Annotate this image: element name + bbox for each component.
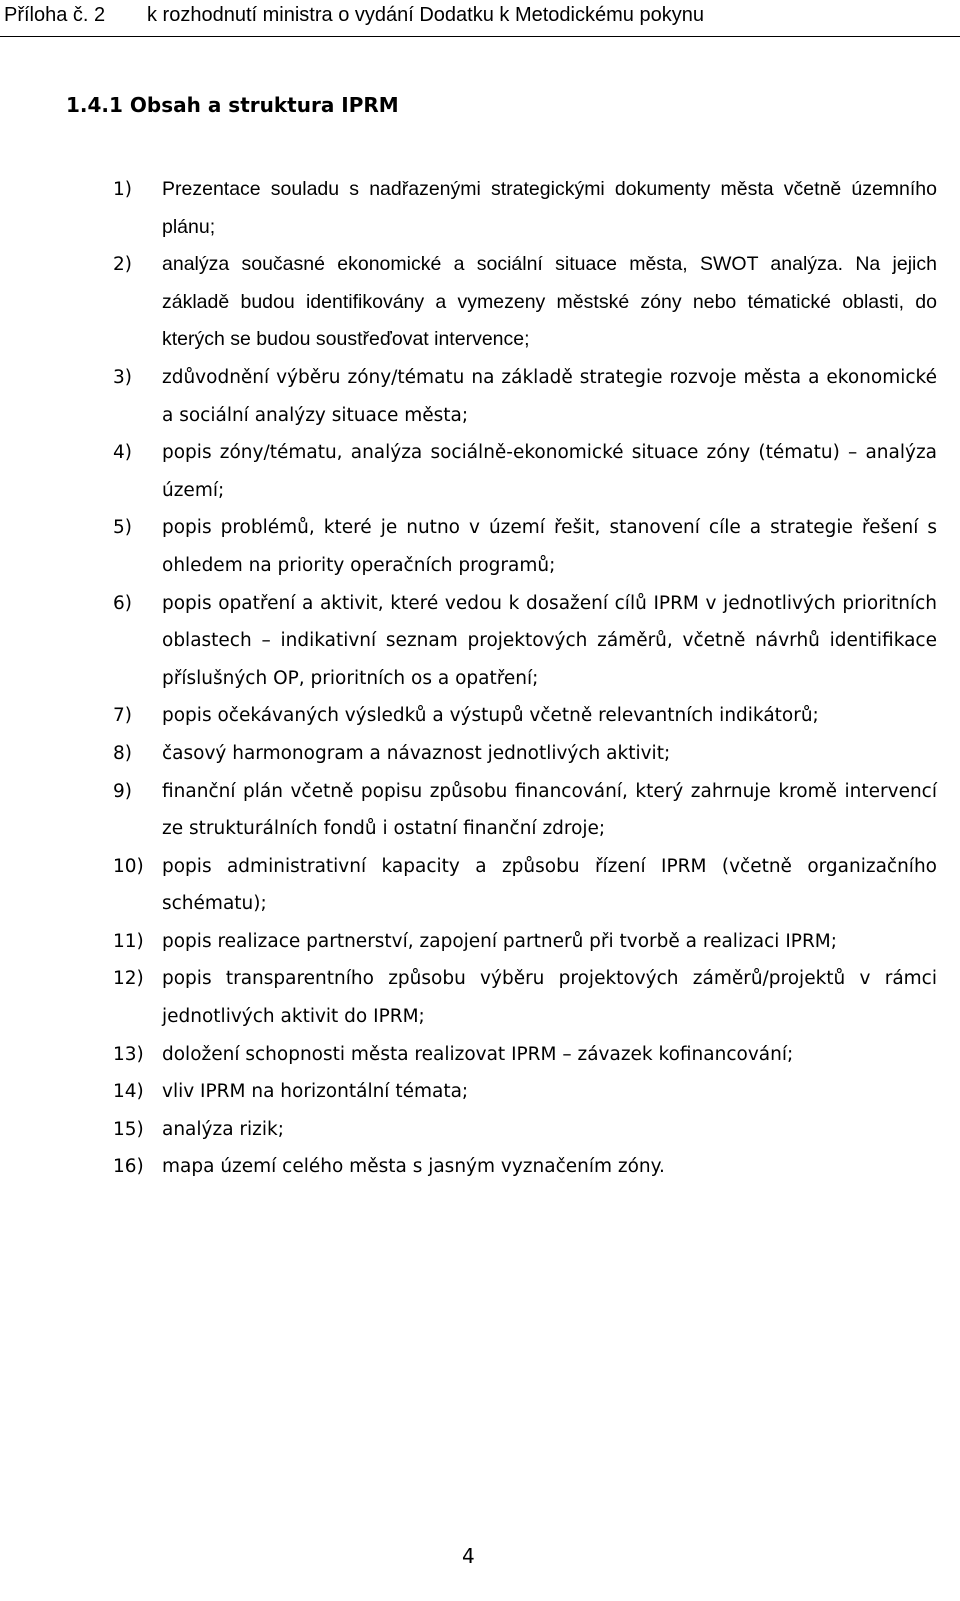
header-subject: k rozhodnutí ministra o vydání Dodatku k Metodickému pokynu xyxy=(147,4,704,26)
list-item-text: popis opatření a aktivit, které vedou k dosažení cílů IPRM v jednotlivých prioritních oblastech – indikativní seznam projektových záměrů, včetně návrhů identifikace příslušných OP, prioritních os a opatření; xyxy=(162,592,937,689)
list-item-text: finanční plán včetně popisu způsobu financování, který zahrnuje kromě intervencí ze strukturálních fondů i ostatní finanční zdroje; xyxy=(162,780,937,840)
list-item xyxy=(0,171,960,246)
list-item-number: 6) xyxy=(113,592,132,614)
content-list xyxy=(0,171,960,1186)
list-item-number: 8) xyxy=(113,742,132,764)
list-item xyxy=(0,697,960,735)
list-item xyxy=(0,773,960,848)
list-item-number: 15) xyxy=(113,1118,144,1140)
list-item-text: zdůvodnění výběru zóny/tématu na základě strategie rozvoje města a ekonomické a sociální analýzy situace města; xyxy=(162,366,937,426)
list-item xyxy=(0,359,960,434)
header-attachment-label: Příloha č. 2 xyxy=(4,4,106,26)
list-item-number: 4) xyxy=(113,442,132,464)
list-item-number: 11) xyxy=(113,930,144,952)
list-item-number: 16) xyxy=(113,1156,144,1178)
list-item xyxy=(0,434,960,509)
list-item-number: 3) xyxy=(113,366,132,388)
list-item-number: 2) xyxy=(113,254,132,276)
list-item xyxy=(0,246,960,359)
list-item-text: popis administrativní kapacity a způsobu řízení IPRM (včetně organizačního schématu); xyxy=(162,855,937,915)
list-item-text: doložení schopnosti města realizovat IPRM – závazek kofinancování; xyxy=(162,1043,794,1065)
list-item-text: analýza rizik; xyxy=(162,1118,284,1140)
list-item-number: 14) xyxy=(113,1081,144,1103)
list-item xyxy=(0,1036,960,1074)
list-item-text: časový harmonogram a návaznost jednotlivých aktivit; xyxy=(162,742,671,764)
list-item xyxy=(0,585,960,698)
page-number: 4 xyxy=(462,1544,475,1568)
page-header xyxy=(0,0,960,37)
list-item xyxy=(0,960,960,1035)
list-item xyxy=(0,923,960,961)
list-item-number: 13) xyxy=(113,1043,144,1065)
list-item xyxy=(0,848,960,923)
list-item xyxy=(0,1148,960,1186)
list-item-text: popis transparentního způsobu výběru projektových záměrů/projektů v rámci jednotlivých aktivit do IPRM; xyxy=(162,968,937,1028)
list-item-number: 7) xyxy=(113,705,132,727)
list-item-text: popis zóny/tématu, analýza sociálně-ekonomické situace zóny (tématu) – analýza území; xyxy=(162,442,937,501)
list-item-text: mapa území celého města s jasným vyznačením zóny. xyxy=(162,1156,665,1178)
list-item xyxy=(0,1111,960,1149)
section-title: 1.4.1 Obsah a struktura IPRM xyxy=(66,93,399,117)
list-item-number: 5) xyxy=(113,517,132,539)
list-item xyxy=(0,1073,960,1111)
list-item-number: 1) xyxy=(113,179,132,200)
list-item-text: Prezentace souladu s nadřazenými strategickými dokumenty města včetně územního plánu; xyxy=(162,178,937,238)
list-item-number: 12) xyxy=(113,968,144,990)
list-item-text: popis očekávaných výsledků a výstupů včetně relevantních indikátorů; xyxy=(162,705,819,727)
list-item-text: popis problémů, které je nutno v území řešit, stanovení cíle a strategie řešení s ohledem na priority operačních programů; xyxy=(162,517,937,576)
list-item-text: popis realizace partnerství, zapojení partnerů při tvorbě a realizaci IPRM; xyxy=(162,930,837,952)
list-item xyxy=(0,509,960,584)
list-item-text: analýza současné ekonomické a sociální situace města, SWOT analýza. Na jejich základě budou identifikovány a vymezeny městské zóny nebo tématické oblasti, do kterých se budou soustřeďovat intervence; xyxy=(162,253,937,351)
list-item-text: vliv IPRM na horizontální témata; xyxy=(162,1081,469,1103)
list-item-number: 10) xyxy=(113,855,144,877)
list-item-number: 9) xyxy=(113,780,132,802)
list-item xyxy=(0,735,960,773)
